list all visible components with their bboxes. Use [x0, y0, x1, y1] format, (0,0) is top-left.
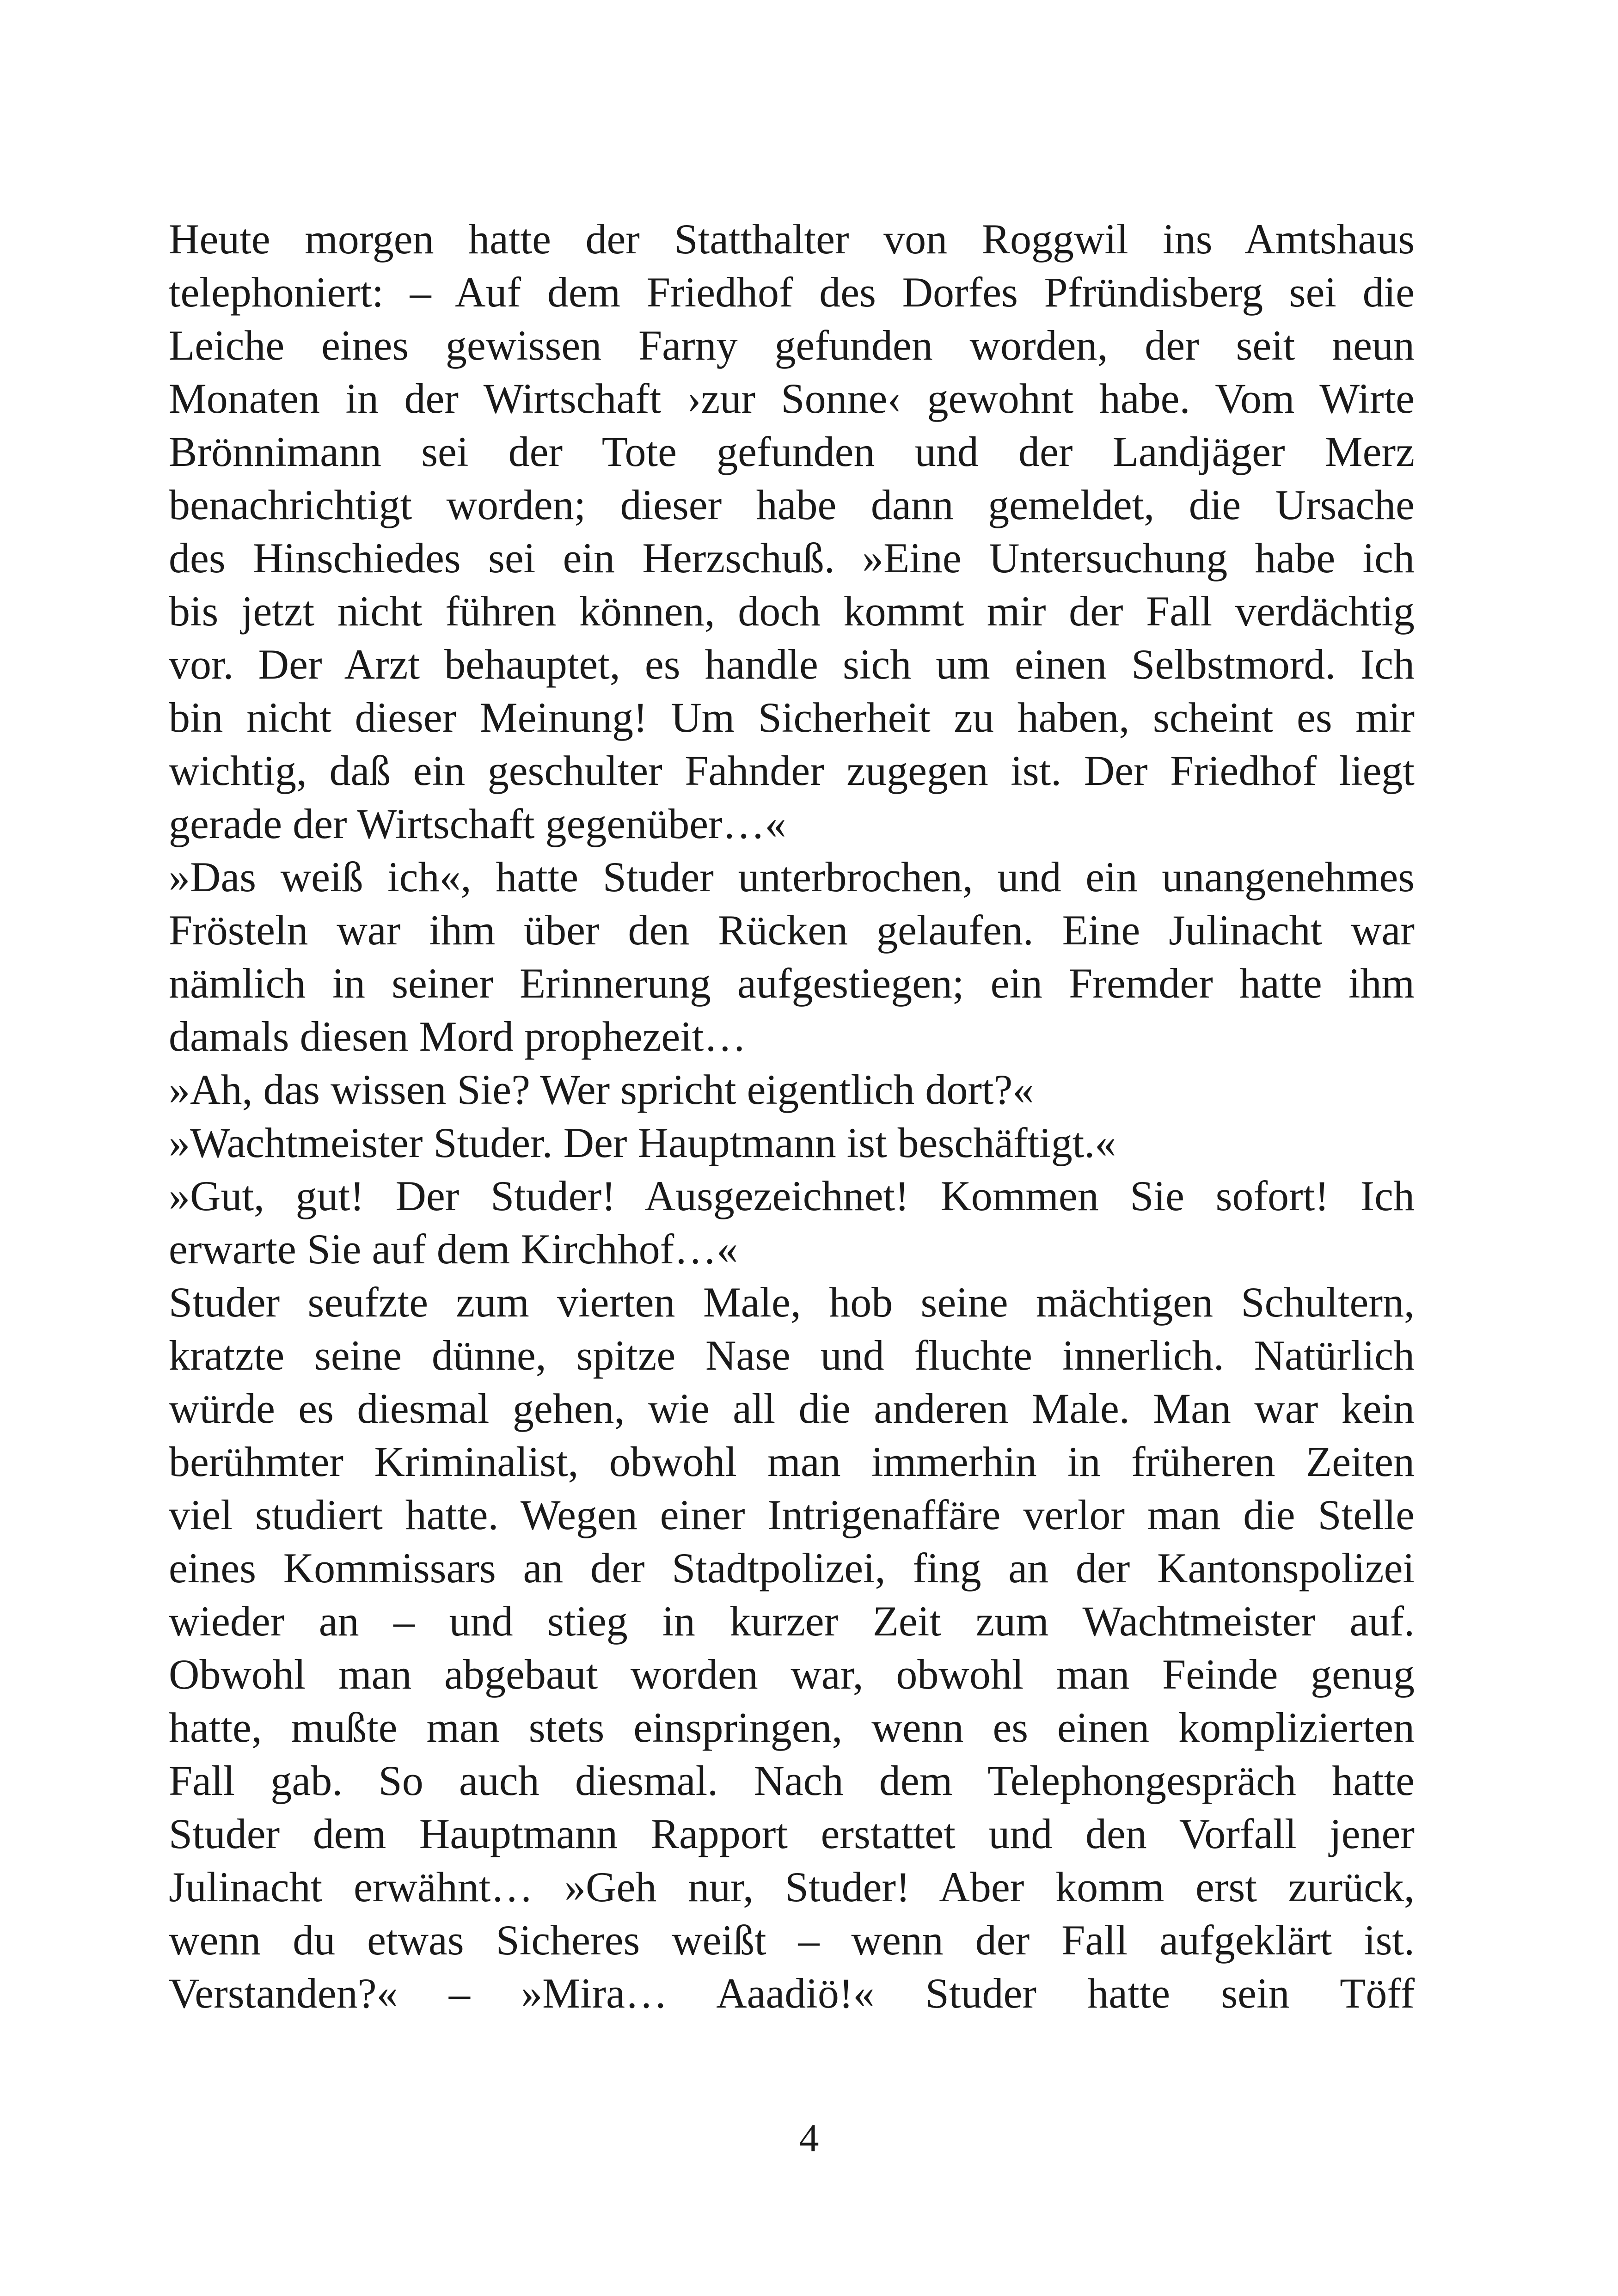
- text-line: wieder an – und stieg in kurzer Zeit zum Wachtmeister auf.: [169, 1598, 1415, 1645]
- text-line: Heute morgen hatte der Statthalter von Roggwil ins Amtshaus: [169, 215, 1415, 263]
- text-line: Obwohl man abgebaut worden war, obwohl man Feinde genug: [169, 1651, 1415, 1698]
- text-line: eines Kommissars an der Stadtpolizei, fing an der Kantonspolizei: [169, 1544, 1415, 1592]
- text-line: Brönnimann sei der Tote gefunden und der Landjäger Merz: [169, 428, 1415, 475]
- text-line: »Ah, das wissen Sie? Wer spricht eigentlich dort?«: [169, 1066, 1034, 1113]
- text-line: Frösteln war ihm über den Rücken gelaufen. Eine Julinacht war: [169, 906, 1415, 954]
- text-line: wenn du etwas Sicheres weißt – wenn der Fall aufgeklärt ist.: [169, 1916, 1415, 1964]
- text-line: Leiche eines gewissen Farny gefunden worden, der seit neun: [169, 322, 1415, 369]
- text-line: Verstanden?« – »Mira… Aaadiö!« Studer hatte sein Töff: [169, 1970, 1415, 2017]
- text-line: Monaten in der Wirtschaft ›zur Sonne‹ gewohnt habe. Vom Wirte: [169, 375, 1415, 422]
- text-line: Fall gab. So auch diesmal. Nach dem Telephongespräch hatte: [169, 1757, 1415, 1804]
- body-text: [169, 213, 1415, 2020]
- text-line: nämlich in seiner Erinnerung aufgestiegen; ein Fremder hatte ihm: [169, 960, 1415, 1007]
- text-line: bis jetzt nicht führen können, doch kommt mir der Fall verdächtig: [169, 588, 1415, 635]
- text-line: viel studiert hatte. Wegen einer Intrigenaffäre verlor man die Stelle: [169, 1491, 1415, 1538]
- text-line: telephoniert: – Auf dem Friedhof des Dorfes Pfründisberg sei die: [169, 269, 1415, 316]
- text-line: »Das weiß ich«, hatte Studer unterbrochen, und ein unangenehmes: [169, 853, 1415, 900]
- text-line: gerade der Wirtschaft gegenüber…«: [169, 800, 786, 847]
- text-line: berühmter Kriminalist, obwohl man immerhin in früheren Zeiten: [169, 1438, 1415, 1485]
- page-number: 4: [799, 2116, 819, 2160]
- text-line: des Hinschiedes sei ein Herzschuß. »Eine Untersuchung habe ich: [169, 534, 1415, 582]
- text-line: Studer dem Hauptmann Rapport erstattet und den Vorfall jener: [169, 1810, 1415, 1857]
- text-line: hatte, mußte man stets einspringen, wenn es einen komplizierten: [169, 1704, 1415, 1751]
- text-line: vor. Der Arzt behauptet, es handle sich um einen Selbstmord. Ich: [169, 641, 1415, 688]
- text-line: benachrichtigt worden; dieser habe dann gemeldet, die Ursache: [169, 481, 1415, 528]
- text-line: »Gut, gut! Der Studer! Ausgezeichnet! Kommen Sie sofort! Ich: [169, 1172, 1415, 1219]
- text-line: Julinacht erwähnt… »Geh nur, Studer! Aber komm erst zurück,: [169, 1863, 1415, 1910]
- text-line: kratzte seine dünne, spitze Nase und fluchte innerlich. Natürlich: [169, 1332, 1415, 1379]
- text-line: damals diesen Mord prophezeit…: [169, 1013, 747, 1060]
- text-line: bin nicht dieser Meinung! Um Sicherheit zu haben, scheint es mir: [169, 694, 1415, 741]
- text-line: würde es diesmal gehen, wie all die anderen Male. Man war kein: [169, 1385, 1415, 1432]
- text-line: wichtig, daß ein geschulter Fahnder zugegen ist. Der Friedhof liegt: [169, 747, 1415, 794]
- text-line: »Wachtmeister Studer. Der Hauptmann ist beschäftigt.«: [169, 1119, 1116, 1166]
- text-line: Studer seufzte zum vierten Male, hob seine mächtigen Schultern,: [169, 1279, 1415, 1326]
- text-line: erwarte Sie auf dem Kirchhof…«: [169, 1225, 738, 1273]
